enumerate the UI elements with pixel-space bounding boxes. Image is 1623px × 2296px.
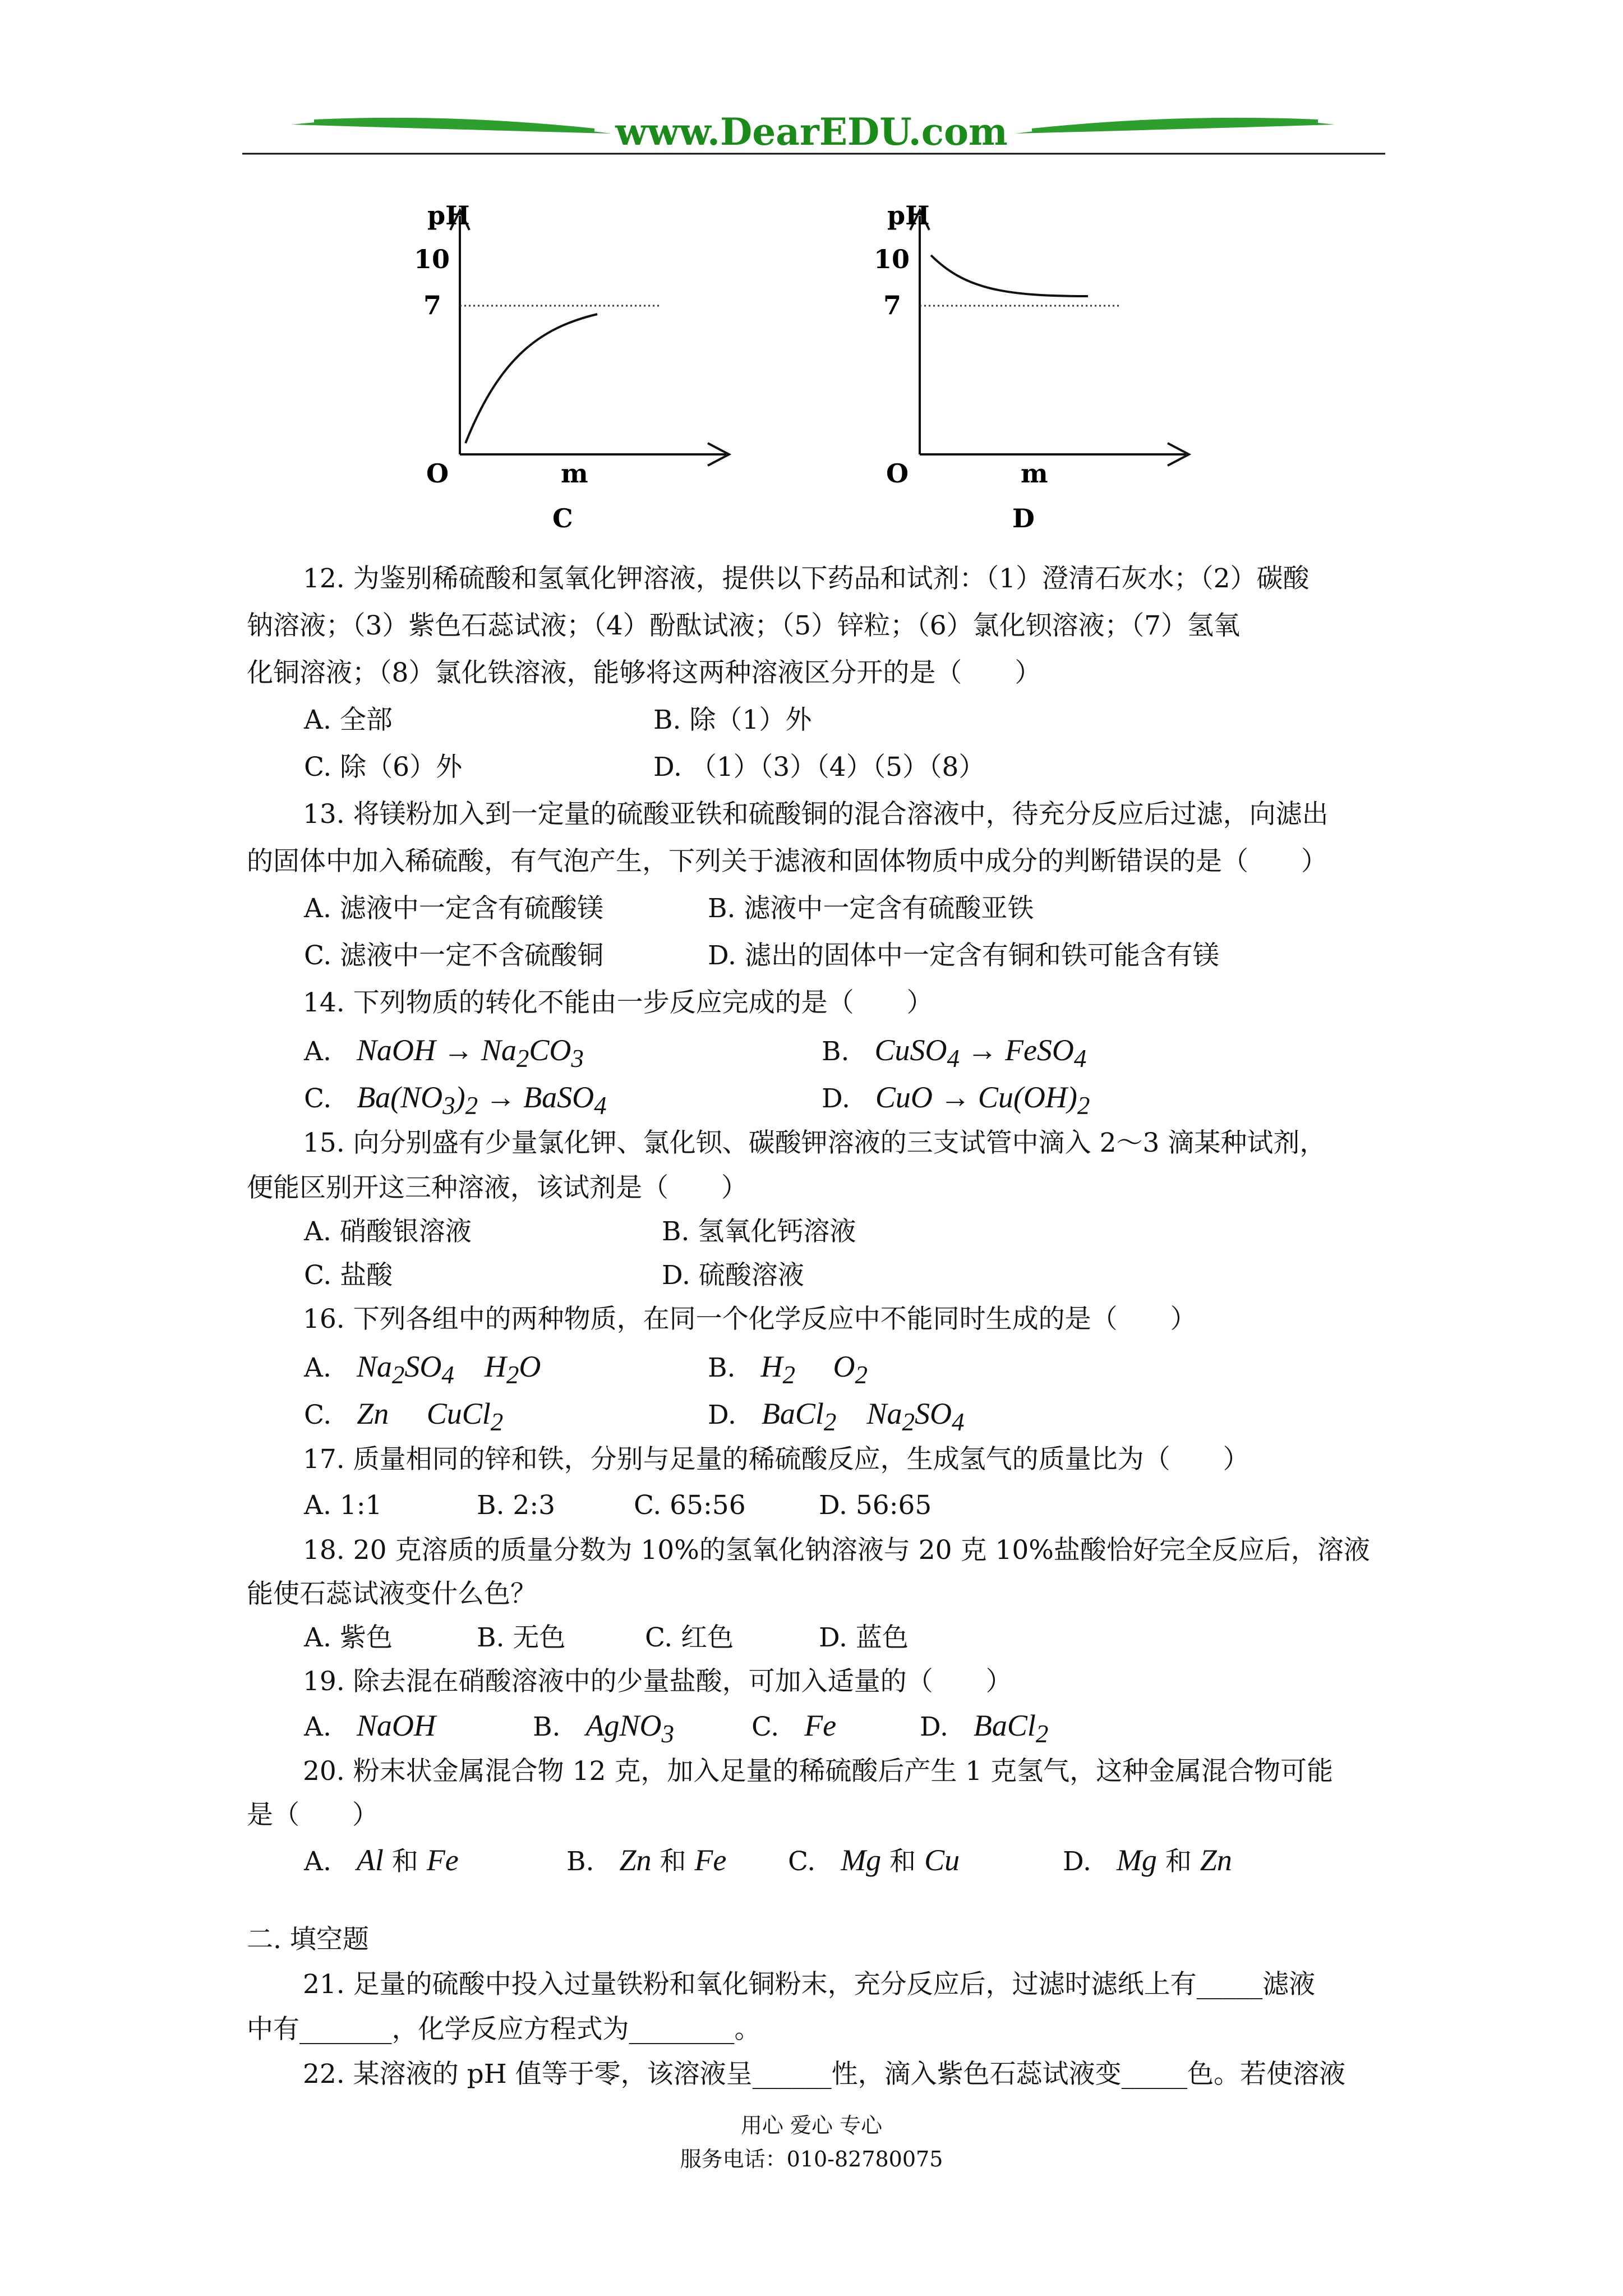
option-b[interactable]: B. Zn 和 Fe xyxy=(566,1843,727,1877)
chart-c xyxy=(393,185,819,544)
ph-curve xyxy=(465,314,597,443)
question-20-line2: 是（ ） xyxy=(247,1800,379,1830)
section-title: 二. 填空题 xyxy=(247,1924,369,1955)
formula-fe: Fe xyxy=(804,1709,837,1742)
formula-cuo-to-cuoh2: CuO → $Cu(OH)_2$ xyxy=(875,1080,1090,1120)
option-a[interactable]: A. $Na_2SO_4$ $H_2O$ xyxy=(304,1350,541,1389)
question-20-line1: 20. 粉末状金属混合物 12 克，加入足量的稀硫酸后产生 1 克氢气，这种金属混合物可能 xyxy=(303,1756,1334,1787)
x-label: m xyxy=(1021,458,1048,489)
question-16-line1: 16. 下列各组中的两种物质，在同一个化学反应中不能同时生成的是（ ） xyxy=(303,1304,1197,1335)
option-c[interactable]: C. 红色 xyxy=(645,1622,734,1653)
option-c[interactable]: C. Fe xyxy=(751,1709,837,1742)
formula-bacl2-na2so4: BaCl$_2$ $Na_2SO_4$ xyxy=(761,1397,965,1436)
formula-cuso4-to-feso4: CuSO$_4$ → FeSO$_4$ xyxy=(874,1033,1087,1073)
option-c[interactable]: C. 65:56 xyxy=(634,1490,746,1521)
question-22-line1: 22. 某溶液的 pH 值等于零，该溶液呈______性，滴入紫色石蕊试液变_____色。若使溶液 xyxy=(303,2059,1346,2090)
option-a[interactable]: A. 全部 xyxy=(304,705,393,735)
page-header xyxy=(0,0,1623,168)
formula-naoh-to-na2co3: NaOH → $Na_2CO_3$ xyxy=(356,1033,584,1073)
question-19-line1: 19. 除去混在硝酸溶液中的少量盐酸，可加入适量的（ ） xyxy=(303,1666,1012,1697)
option-a[interactable]: A. NaOH xyxy=(304,1709,436,1742)
chart-c-svg xyxy=(393,185,819,544)
formula-agno3: AgNO$_3$ xyxy=(585,1709,674,1748)
option-b[interactable]: B. 2:3 xyxy=(477,1490,556,1521)
formula-h2-o2: $H_2$ $O_2$ xyxy=(760,1350,868,1389)
question-18-line1: 18. 20 克溶质的质量分数为 10%的氢氧化钠溶液与 20 克 10%盐酸恰好完全反应后，溶液 xyxy=(303,1535,1370,1566)
option-a[interactable]: A. NaOH → $Na_2CO_3$ xyxy=(304,1033,584,1073)
formula-bano32-to-baso4: $Ba(NO_3)_2$ → BaSO$_4$ xyxy=(357,1080,607,1120)
y-label: pH xyxy=(887,200,930,231)
tick-7: 7 xyxy=(423,290,442,320)
footer-phone: 服务电话：010-82780075 xyxy=(680,2147,943,2171)
formula-na2so4-h2o: $Na_2SO_4$ $H_2O$ xyxy=(356,1350,541,1389)
option-a[interactable]: A. Al 和 Fe xyxy=(304,1843,459,1877)
option-d[interactable]: D. BaCl$_2$ $Na_2SO_4$ xyxy=(708,1397,965,1436)
footer-slogan: 用心 爱心 专心 xyxy=(740,2113,883,2138)
option-a[interactable]: A. 滤液中一定含有硫酸镁 xyxy=(304,893,603,924)
option-d[interactable]: D. BaCl$_2$ xyxy=(920,1709,1049,1748)
question-14-line1: 14. 下列物质的转化不能由一步反应完成的是（ ） xyxy=(303,987,933,1018)
question-12-line3: 化铜溶液；（8）氯化铁溶液，能够将这两种溶液区分开的是（ ） xyxy=(247,657,1041,688)
x-label: m xyxy=(561,458,588,489)
option-b[interactable]: B. 滤液中一定含有硫酸亚铁 xyxy=(708,893,1034,924)
chart-d-svg xyxy=(852,185,1279,544)
question-21-line2: 中有_______，化学反应方程式为________。 xyxy=(247,2014,761,2045)
ph-curve xyxy=(931,255,1088,296)
option-a[interactable]: A. 1:1 xyxy=(304,1490,382,1521)
question-12-line2: 钠溶液；（3）紫色石蕊试液；（4）酚酞试液；（5）锌粒；（6）氯化钡溶液；（7）氢氧 xyxy=(247,610,1241,641)
tick-10: 10 xyxy=(414,244,450,274)
option-c[interactable]: C. 滤液中一定不含硫酸铜 xyxy=(304,940,604,971)
question-21-line1: 21. 足量的硫酸中投入过量铁粉和氧化铜粉末，充分反应后，过滤时滤纸上有_____滤液 xyxy=(303,1969,1316,2000)
option-a[interactable]: A. 硝酸银溶液 xyxy=(304,1216,472,1247)
option-b[interactable]: B. 除（1）外 xyxy=(653,705,812,735)
option-c[interactable]: C. Zn CuCl$_2$ xyxy=(304,1397,504,1436)
formula-zn-cucl2: Zn CuCl$_2$ xyxy=(357,1397,504,1436)
site-name: www.DearEDU.com xyxy=(615,110,1008,154)
option-d[interactable]: D. 滤出的固体中一定含有铜和铁可能含有镁 xyxy=(708,940,1219,971)
option-d[interactable]: D. Mg 和 Zn xyxy=(1063,1843,1232,1877)
option-b[interactable]: B. 无色 xyxy=(477,1622,566,1653)
origin-label: O xyxy=(886,458,909,489)
option-a[interactable]: A. 紫色 xyxy=(304,1622,393,1653)
question-13-line1: 13. 将镁粉加入到一定量的硫酸亚铁和硫酸铜的混合溶液中，待充分反应后过滤，向滤出 xyxy=(303,799,1329,830)
question-17-line1: 17. 质量相同的锌和铁，分别与足量的稀硫酸反应，生成氢气的质量比为（ ） xyxy=(303,1444,1249,1475)
tick-7: 7 xyxy=(883,290,902,320)
formula-naoh: NaOH xyxy=(356,1709,436,1742)
option-b[interactable]: B. $H_2$ $O_2$ xyxy=(708,1350,868,1389)
option-d[interactable]: D. 蓝色 xyxy=(819,1622,909,1653)
option-c[interactable]: C. 盐酸 xyxy=(304,1260,393,1291)
option-c[interactable]: C. Mg 和 Cu xyxy=(788,1843,960,1877)
formula-bacl2: BaCl$_2$ xyxy=(973,1709,1049,1748)
question-15-line2: 便能区别开这三种溶液，该试剂是（ ） xyxy=(247,1172,748,1203)
origin-label: O xyxy=(426,458,449,489)
chart-d xyxy=(852,185,1279,544)
option-d[interactable]: D. CuO → $Cu(OH)_2$ xyxy=(822,1080,1090,1120)
question-15-line1: 15. 向分别盛有少量氯化钾、氯化钡、碳酸钾溶液的三支试管中滴入 2～3 滴某种试剂， xyxy=(303,1128,1326,1158)
tick-10: 10 xyxy=(874,244,910,274)
option-b[interactable]: B. 氢氧化钙溶液 xyxy=(662,1216,856,1247)
option-d[interactable]: D. 56:65 xyxy=(819,1490,932,1521)
option-b[interactable]: B. CuSO$_4$ → FeSO$_4$ xyxy=(822,1033,1087,1073)
question-18-line2: 能使石蕊试液变什么色？ xyxy=(247,1579,537,1609)
option-d[interactable]: D. （1）（3）（4）（5）（8） xyxy=(653,752,985,783)
question-12-line1: 12. 为鉴别稀硫酸和氢氧化钾溶液，提供以下药品和试剂：（1）澄清石灰水；（2）碳酸 xyxy=(303,563,1310,594)
y-label: pH xyxy=(427,200,470,231)
option-d[interactable]: D. 硫酸溶液 xyxy=(662,1260,804,1291)
option-b[interactable]: B. AgNO$_3$ xyxy=(533,1709,674,1748)
chart-letter: D xyxy=(1012,503,1035,533)
chart-letter: C xyxy=(552,503,573,533)
option-c[interactable]: C. 除（6）外 xyxy=(304,752,463,783)
question-13-line2: 的固体中加入稀硫酸，有气泡产生，下列关于滤液和固体物质中成分的判断错误的是（ ） xyxy=(247,846,1327,877)
header-banner xyxy=(0,0,1623,168)
option-c[interactable]: C. $Ba(NO_3)_2$ → BaSO$_4$ xyxy=(304,1080,607,1120)
